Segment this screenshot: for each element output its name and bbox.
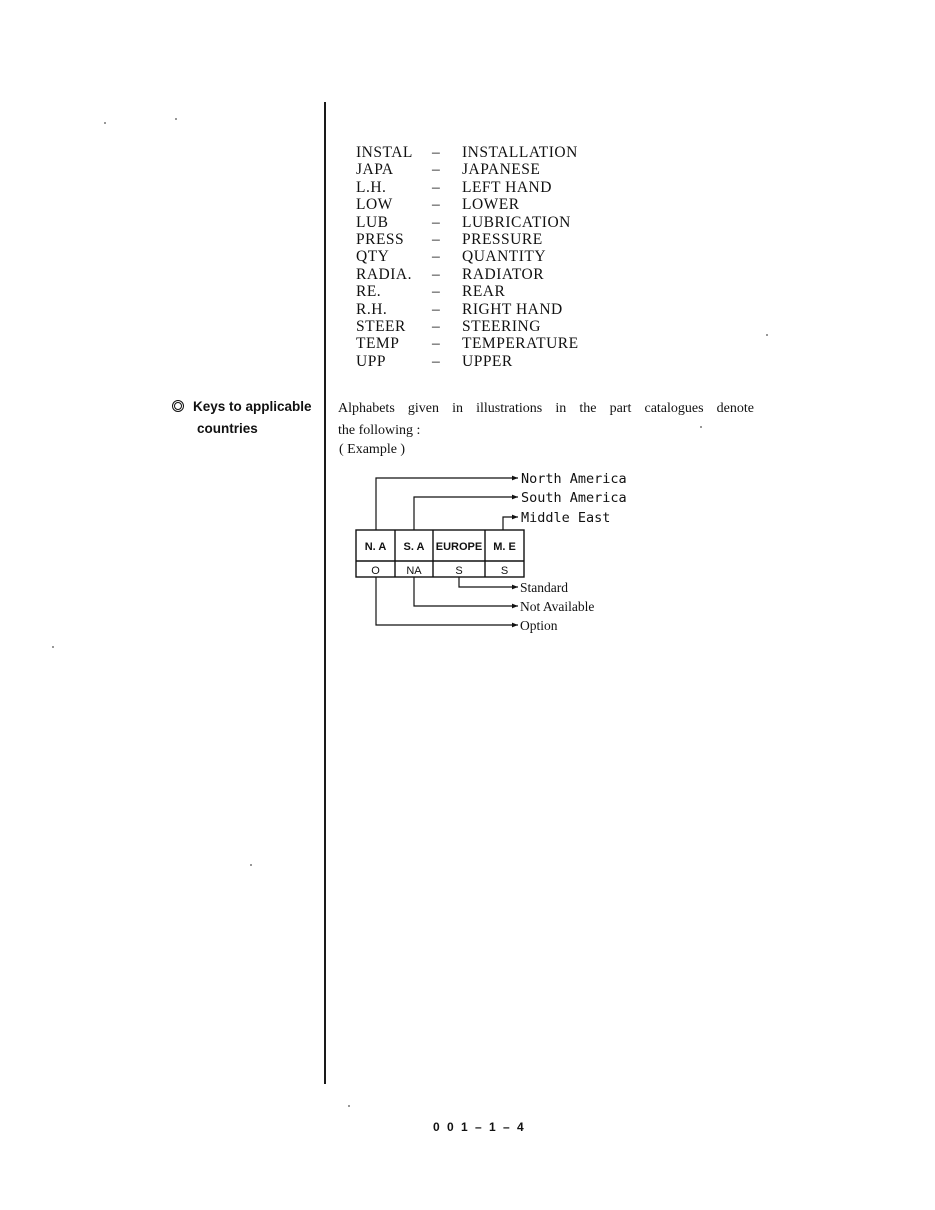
abbreviation-dash: – [432, 283, 441, 301]
abbreviation-dash: – [432, 213, 441, 231]
abbreviation-meaning: QUANTITY [462, 248, 547, 266]
header-europe: EUROPE [435, 541, 483, 553]
abbreviation-code: TEMP [356, 335, 400, 353]
abbreviation-row [356, 231, 579, 248]
abbreviation-dash: – [432, 144, 441, 161]
label-south-america: South America [521, 490, 627, 506]
scan-speck [250, 864, 252, 866]
scan-speck [766, 334, 768, 336]
abbreviation-row [356, 301, 579, 318]
country-key-grid [356, 530, 524, 577]
abbreviation-row [356, 266, 579, 283]
leader-middle-east [503, 517, 518, 530]
value-south-america: NA [406, 565, 422, 577]
abbreviation-code: L.H. [356, 178, 387, 196]
abbreviation-meaning: UPPER [462, 352, 513, 370]
abbreviation-row [356, 214, 579, 231]
value-middle-east: S [500, 565, 509, 577]
label-north-america: North America [521, 471, 627, 487]
keys-heading-line1: Keys to applicable [193, 399, 312, 414]
abbreviation-code: JAPA [356, 161, 394, 179]
keys-intro [338, 398, 754, 441]
leader-standard [459, 577, 518, 587]
abbreviation-meaning: TEMPERATURE [462, 335, 579, 353]
abbreviation-meaning: LEFT HAND [462, 178, 552, 196]
abbreviation-dash: – [432, 161, 441, 179]
scan-speck [52, 646, 54, 648]
abbreviation-code: STEER [356, 318, 406, 336]
abbreviation-row [356, 248, 579, 265]
abbreviation-dash: – [432, 300, 441, 318]
abbreviation-meaning: INSTALLATION [462, 144, 578, 161]
abbreviation-code: LUB [356, 213, 389, 231]
example-label: ( Example ) [339, 442, 406, 457]
keys-heading-line2: countries [197, 421, 258, 436]
abbreviation-meaning: RIGHT HAND [462, 300, 563, 318]
intro-line2: the following : [338, 422, 421, 438]
abbreviation-meaning: JAPANESE [462, 161, 541, 179]
abbreviation-dash: – [432, 352, 441, 370]
header-north-america: N. A [364, 541, 387, 553]
value-europe: S [455, 565, 463, 577]
abbreviation-row [356, 318, 579, 335]
abbreviation-code: RE. [356, 283, 382, 301]
column-divider [324, 102, 326, 1084]
abbreviation-dash: – [432, 318, 441, 336]
abbreviation-row [356, 179, 579, 196]
leader-option [376, 577, 518, 625]
value-north-america: O [371, 565, 380, 577]
example-diagram [340, 465, 640, 640]
abbreviation-code: PRESS [356, 231, 405, 249]
abbreviation-meaning: STEERING [462, 318, 541, 336]
double-circle-bullet-icon [172, 400, 184, 412]
scan-speck [348, 1105, 350, 1107]
abbreviation-row [356, 283, 579, 300]
label-not-available: Not Available [520, 599, 595, 614]
abbreviation-meaning: RADIATOR [462, 265, 545, 283]
abbreviation-meaning: LUBRICATION [462, 213, 571, 231]
keys-heading [172, 396, 312, 440]
label-middle-east: Middle East [521, 510, 611, 526]
scan-speck [104, 122, 106, 124]
scan-speck [175, 118, 177, 120]
leader-not-available [414, 577, 518, 606]
scan-speck [700, 426, 702, 428]
abbreviation-dash: – [432, 196, 441, 214]
abbreviation-code: LOW [356, 196, 393, 214]
abbreviation-meaning: PRESSURE [462, 231, 543, 249]
abbreviation-dash: – [432, 231, 441, 249]
abbreviation-row [356, 335, 579, 352]
abbreviation-code: QTY [356, 248, 390, 266]
abbreviation-dash: – [432, 265, 441, 283]
intro-line1: Alphabets given in illustrations in the part catalogues denote [338, 401, 754, 416]
abbreviation-table [356, 144, 579, 370]
abbreviation-dash: – [432, 335, 441, 353]
page-number: 0 0 1 – 1 – 4 [433, 1120, 526, 1134]
leader-north-america [376, 478, 518, 530]
abbreviation-row [356, 353, 579, 370]
abbreviation-row [356, 196, 579, 213]
abbreviation-row [356, 144, 579, 161]
abbreviation-meaning: REAR [462, 283, 506, 301]
abbreviation-code: R.H. [356, 300, 388, 318]
abbreviation-code: RADIA. [356, 265, 412, 283]
label-standard: Standard [520, 580, 568, 595]
abbreviation-meaning: LOWER [462, 196, 520, 214]
abbreviation-row [356, 161, 579, 178]
label-option: Option [520, 618, 558, 633]
abbreviation-code: UPP [356, 352, 386, 370]
header-middle-east: M. E [493, 541, 516, 553]
abbreviation-code: INSTAL [356, 144, 413, 161]
header-south-america: S. A [403, 541, 425, 553]
abbreviation-dash: – [432, 248, 441, 266]
abbreviation-dash: – [432, 178, 441, 196]
